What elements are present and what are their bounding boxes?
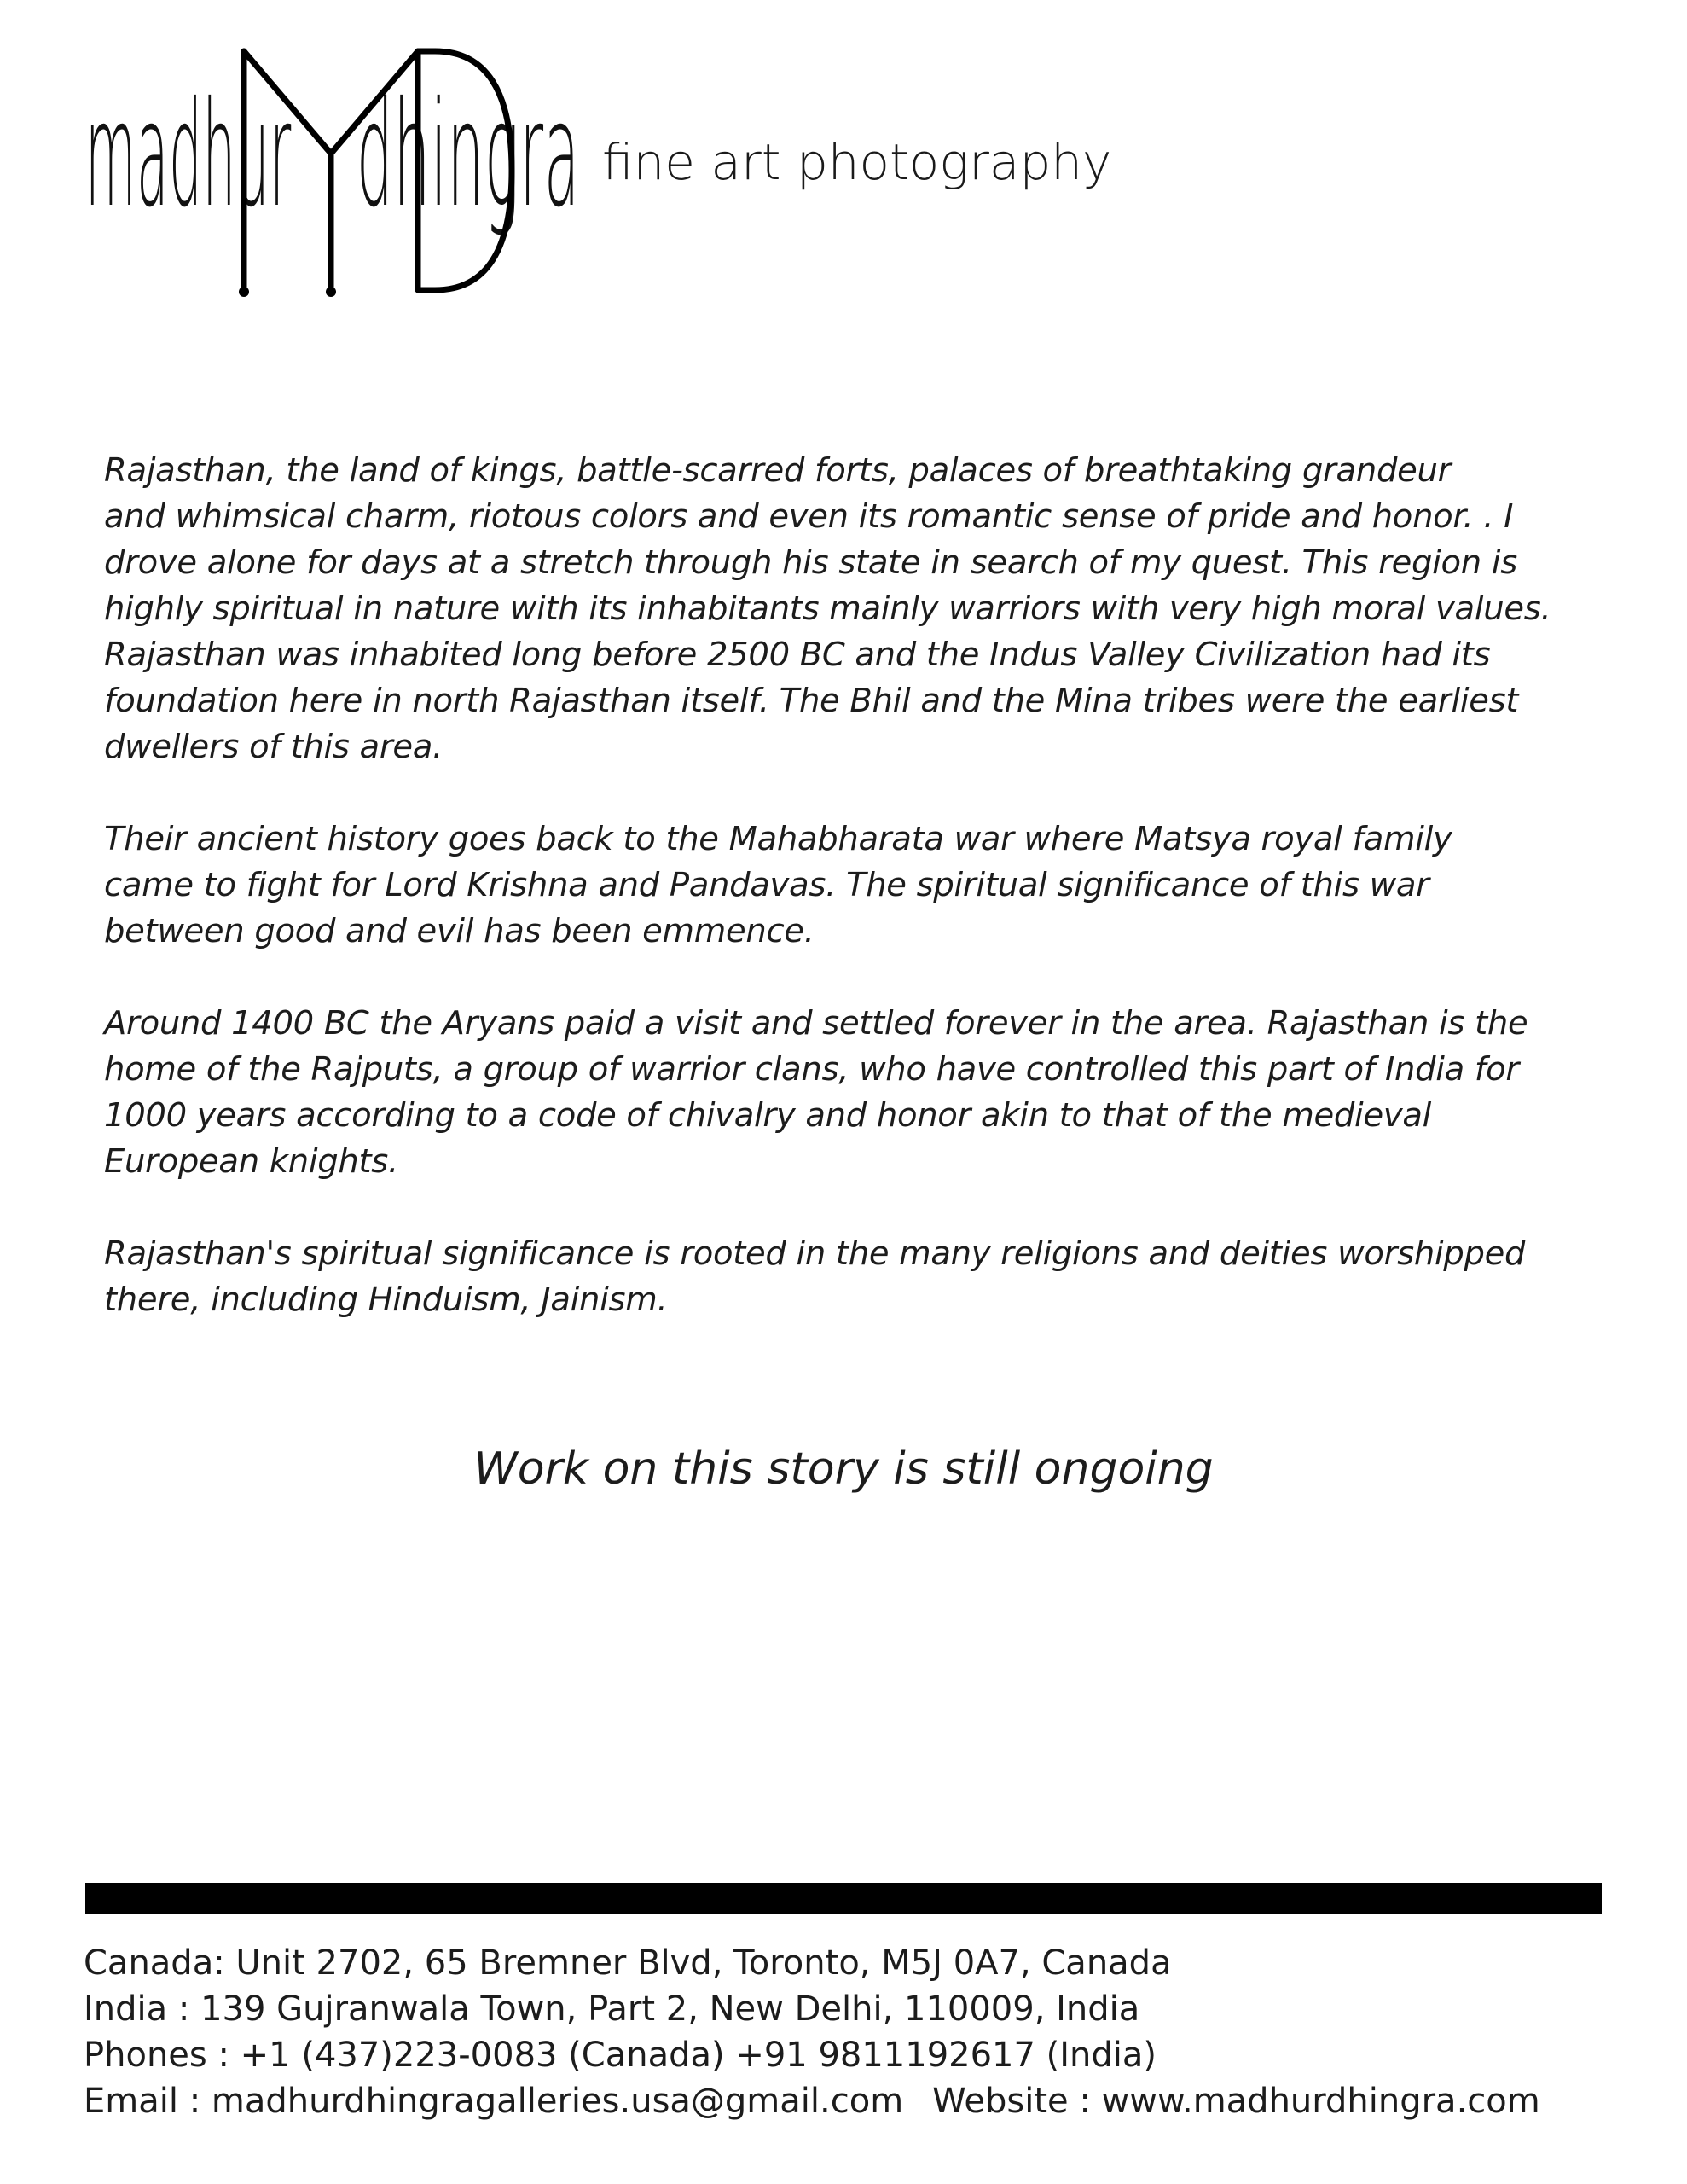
brand-logo [85,34,1143,307]
monogram-logo-mark [85,34,614,307]
email-website-line [84,2078,1619,2124]
story-paragraph-1: Rajasthan, the land of kings, battle-scarred forts, palaces of breathtaking grandeur and whimsical charm, riotous colors and even its romantic sense of pride and honor. . I drove alone for days at a stretch through his state in search of my quest. This region is highly spiritual in nature with its inhabitants mainly warriors with very high moral values. Rajasthan was inhabited long before 2500 BC and the Indus Valley Civilization had its foundation here in north Rajasthan itself. The Bhil and the Mina tribes were the earliest dwellers of this area. [104,451,1551,766]
logo-tagline: fine art photography [602,133,1112,191]
india-address: India : 139 Gujranwala Town, Part 2, New Delhi, 110009, India [84,1989,1140,2029]
story-paragraph-4: Rajasthan's spiritual significance is rooted in the many religions and deities worshipped there, including Hinduism, Jainism. [104,1234,1526,1319]
phone-numbers: Phones : +1 (437)223-0083 (Canada) +91 9811192617 (India) [84,2036,1157,2075]
email-address[interactable]: Email : madhurdhingragalleries.usa@gmail.com [84,2082,904,2121]
canada-address: Canada: Unit 2702, 65 Bremner Blvd, Toronto, M5J 0A7, Canada [84,1943,1172,1983]
story-status-note: Work on this story is still ongoing [473,1443,1214,1495]
footer-divider [85,1883,1602,1914]
story-body [104,448,1605,1369]
logo-name-left: madhur [85,71,292,240]
story-paragraph-3: Around 1400 BC the Aryans paid a visit and settled forever in the area. Rajasthan is the home of the Rajputs, a group of warrior clans, who have controlled this part of India for 1000 years according to a code of chivalry and honor akin to that of the medieval European knights. [104,1004,1528,1181]
contact-footer [84,1940,1619,2124]
story-paragraph-2: Their ancient history goes back to the Mahabharata war where Matsya royal family came to fight for Lord Krishna and Pandavas. The spiritual significance of this war between good and evil has been emmence. [104,820,1452,950]
website-link[interactable]: Website : www.madhurdhingra.com [932,2082,1540,2121]
monogram-dots [239,287,336,297]
logo-name-right: dhingra [357,71,580,240]
